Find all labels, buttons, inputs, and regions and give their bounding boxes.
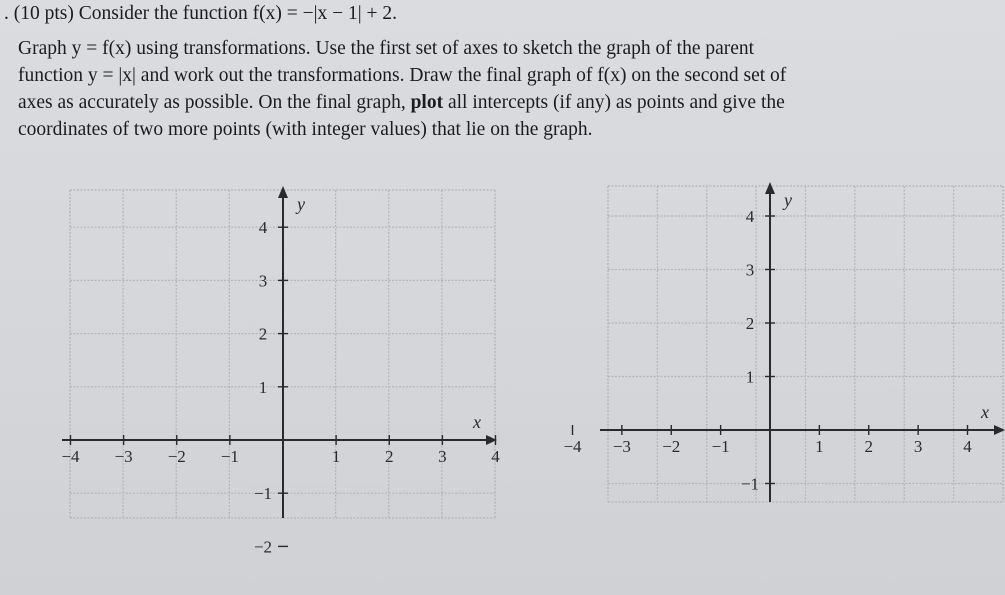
parent-x-tick-label: −3 bbox=[114, 447, 133, 466]
final-x-axis-arrow bbox=[994, 425, 1005, 435]
parent-y-axis-label: y bbox=[297, 194, 305, 214]
parent-y-tick-label: 2 bbox=[258, 324, 268, 344]
parent-x-tick-label: 1 bbox=[331, 447, 341, 466]
problem-line-4: coordinates of two more points (with integer values) that lie on the graph. bbox=[18, 119, 593, 140]
problem-line-3-bold: plot bbox=[410, 92, 444, 113]
parent-x-tick-label: 3 bbox=[438, 447, 447, 466]
parent-x-tick-label: 2 bbox=[385, 447, 394, 466]
problem-line-2: function y = |x| and work out the transformations. Draw the final graph of f(x) on the second set of bbox=[18, 65, 787, 86]
final-y-tick-label: 1 bbox=[745, 367, 755, 387]
final-y-tick-label: −1 bbox=[740, 474, 760, 494]
final-y-tick-label: 2 bbox=[745, 314, 755, 333]
final-x-tick-label: 2 bbox=[864, 437, 873, 456]
final-y-tick-label: 4 bbox=[745, 207, 755, 226]
final-x-tick-label: −2 bbox=[662, 437, 681, 456]
parent-y-tick-label: 3 bbox=[258, 271, 268, 291]
final-x-tick-label: −3 bbox=[612, 437, 631, 456]
final-y-axis-arrow bbox=[765, 182, 775, 194]
problem-line-3-start: axes as accurately as possible. On the final graph, bbox=[18, 92, 411, 113]
parent-x-tick-label: −1 bbox=[220, 447, 239, 466]
final-x-tick-label: −4 bbox=[563, 437, 582, 456]
parent-y-tick-label: −1 bbox=[253, 484, 273, 504]
final-y-tick-label: 3 bbox=[745, 260, 755, 280]
parent-x-tick-label: −4 bbox=[61, 447, 80, 466]
final-x-axis-label: x bbox=[981, 402, 989, 422]
final-x-tick-label: 1 bbox=[815, 437, 824, 456]
parent-x-tick-label: 4 bbox=[491, 447, 500, 466]
problem-line-3-end: all intercepts (if any) as points and give the bbox=[443, 92, 785, 113]
parent-y-tick-label: 1 bbox=[258, 377, 268, 397]
parent-y-tick-label: −2 bbox=[253, 537, 273, 557]
problem-line-1: Graph y = f(x) using transformations. Use the first set of axes to sketch the graph of the parent bbox=[18, 38, 755, 59]
problem-header: . (10 pts) Consider the function f(x) = −|x − 1| + 2. bbox=[4, 3, 397, 24]
final-x-tick-label: −1 bbox=[711, 437, 730, 456]
final-tick-labels bbox=[563, 190, 989, 494]
final-y-axis-label: y bbox=[784, 190, 792, 210]
parent-y-tick-label: 4 bbox=[258, 218, 268, 238]
final-x-tick-label: 4 bbox=[963, 437, 972, 456]
final-axes bbox=[600, 182, 1005, 502]
parent-x-axis-label: x bbox=[473, 412, 481, 432]
parent-x-tick-label: −2 bbox=[167, 447, 186, 466]
final-x-tick-label: 3 bbox=[913, 437, 923, 456]
